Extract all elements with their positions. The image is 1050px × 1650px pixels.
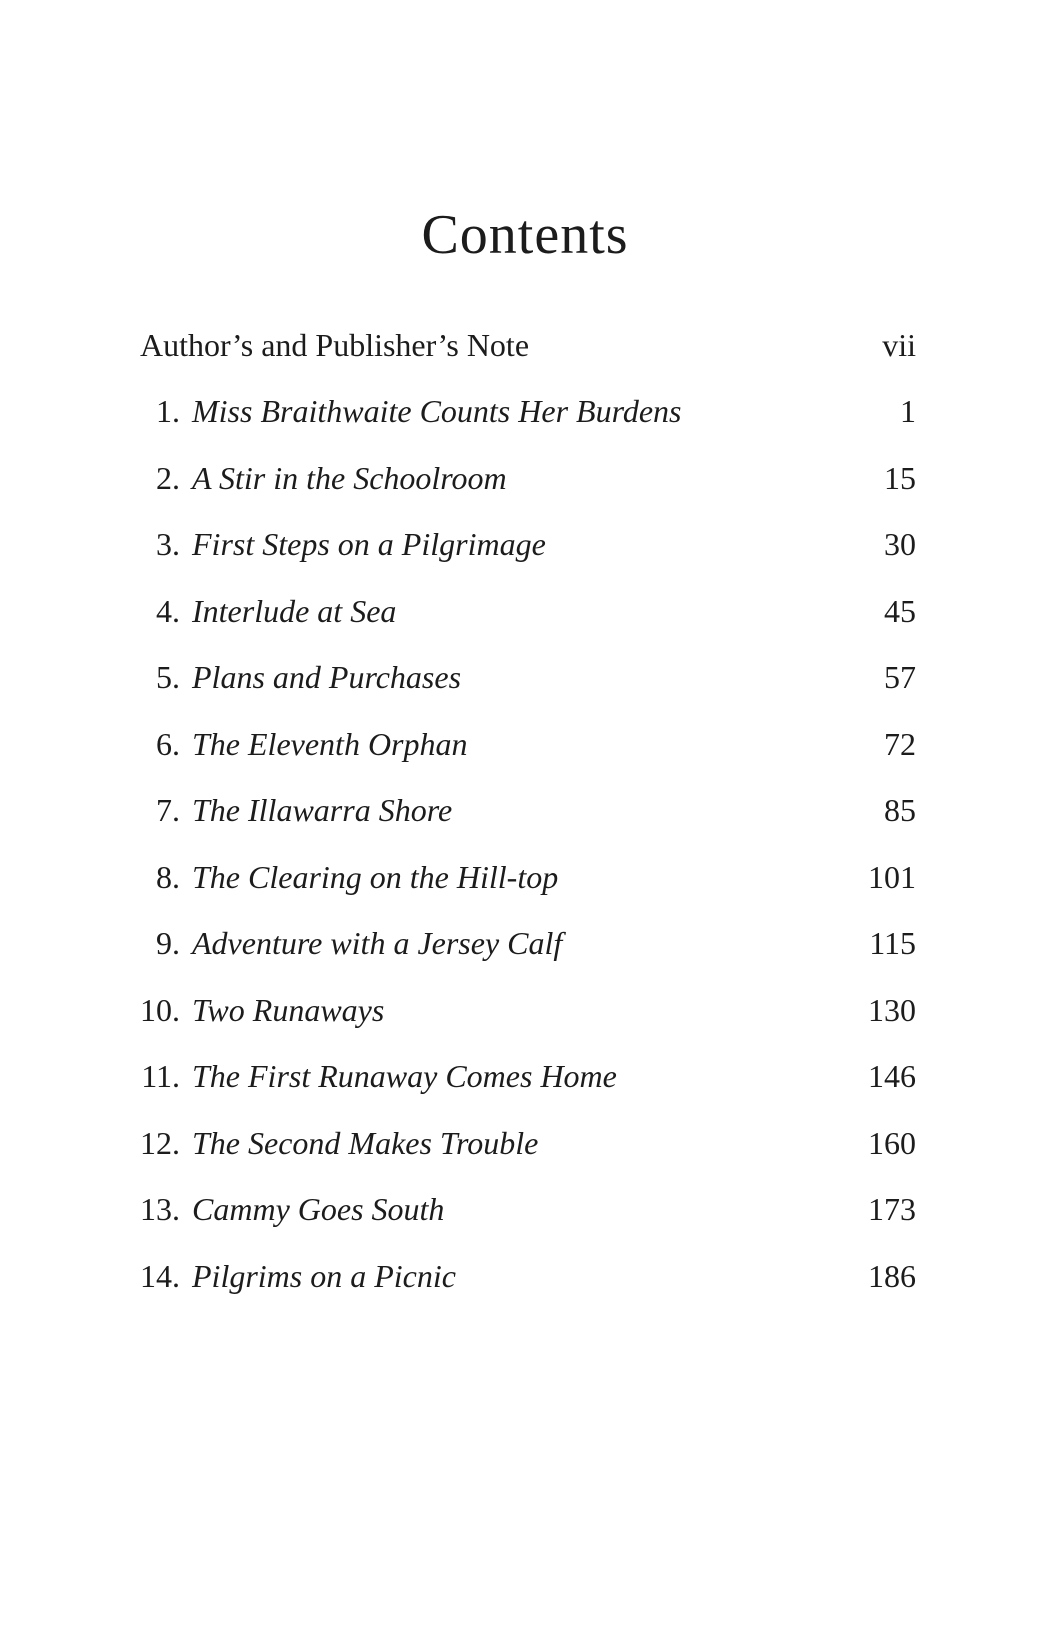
toc-entry-title: The Eleventh Orphan (192, 725, 468, 762)
toc-entry-number: 7. (156, 792, 180, 829)
toc-entry-page: 85 (884, 792, 916, 829)
toc-entry (133, 977, 916, 1044)
toc-entry-number: 3. (156, 526, 180, 563)
toc-entry-number: 8. (156, 858, 180, 895)
toc-entry (133, 1110, 916, 1177)
toc-entry (133, 1044, 916, 1111)
toc-entry-title: Interlude at Sea (192, 592, 397, 629)
toc-entry (133, 312, 916, 379)
toc-entry-number: 5. (156, 659, 180, 696)
toc-entry-number: 11. (141, 1058, 180, 1095)
toc-entry-title: A Stir in the Schoolroom (192, 459, 507, 496)
toc-entry-title: The Second Makes Trouble (192, 1124, 539, 1161)
toc-entry-page: 173 (868, 1191, 916, 1228)
toc-entry-page: vii (882, 326, 916, 363)
toc-entry-title: The First Runaway Comes Home (192, 1058, 617, 1095)
toc-entry-page: 130 (868, 991, 916, 1028)
toc-entry-number: 2. (156, 459, 180, 496)
page-title: Contents (421, 203, 629, 266)
toc-entry-number: 4. (156, 592, 180, 629)
toc-entry-page: 186 (868, 1257, 916, 1294)
toc-entry-number: 13. (140, 1191, 180, 1228)
toc-entry-page: 72 (884, 725, 916, 762)
toc-entry-page: 57 (884, 659, 916, 696)
toc-entry-page: 146 (868, 1058, 916, 1095)
toc-entry (133, 645, 916, 712)
toc-entry (133, 1177, 916, 1244)
toc-entry (133, 512, 916, 579)
toc-entry-title: Cammy Goes South (192, 1191, 445, 1228)
toc-entry (133, 1243, 916, 1310)
toc-entry-title: Two Runaways (192, 991, 385, 1028)
toc-entry-page: 160 (868, 1124, 916, 1161)
toc-entry-page: 115 (869, 925, 916, 962)
toc-entry-number: 6. (156, 725, 180, 762)
toc-entry-page: 1 (900, 393, 916, 430)
toc-entry-number: 12. (140, 1124, 180, 1161)
toc-entry (133, 911, 916, 978)
toc-entry-title: Miss Braithwaite Counts Her Burdens (192, 393, 682, 430)
toc-entry-number: 1. (156, 393, 180, 430)
toc-entry-number: 14. (140, 1257, 180, 1294)
toc-entry-page: 45 (884, 592, 916, 629)
toc-entry-title: The Illawarra Shore (192, 792, 453, 829)
toc-entry-title: First Steps on a Pilgrimage (192, 526, 546, 563)
toc-entry-number: 10. (140, 991, 180, 1028)
toc-entry (133, 844, 916, 911)
toc-entry (133, 578, 916, 645)
toc-entry (133, 711, 916, 778)
toc-entry-number: 9. (156, 925, 180, 962)
toc-entry-page: 15 (884, 459, 916, 496)
toc-entry-title: Adventure with a Jersey Calf (192, 925, 563, 962)
toc-entry (133, 778, 916, 845)
toc-entry-title: The Clearing on the Hill-top (192, 858, 559, 895)
toc-entry-title: Author’s and Publisher’s Note (140, 326, 530, 363)
toc-entry-title: Pilgrims on a Picnic (192, 1257, 456, 1294)
toc-entry (133, 445, 916, 512)
toc-entry-page: 101 (868, 858, 916, 895)
toc-entry-page: 30 (884, 526, 916, 563)
toc-list (133, 312, 916, 1310)
toc-entry-title: Plans and Purchases (192, 659, 462, 696)
toc-entry (133, 379, 916, 446)
